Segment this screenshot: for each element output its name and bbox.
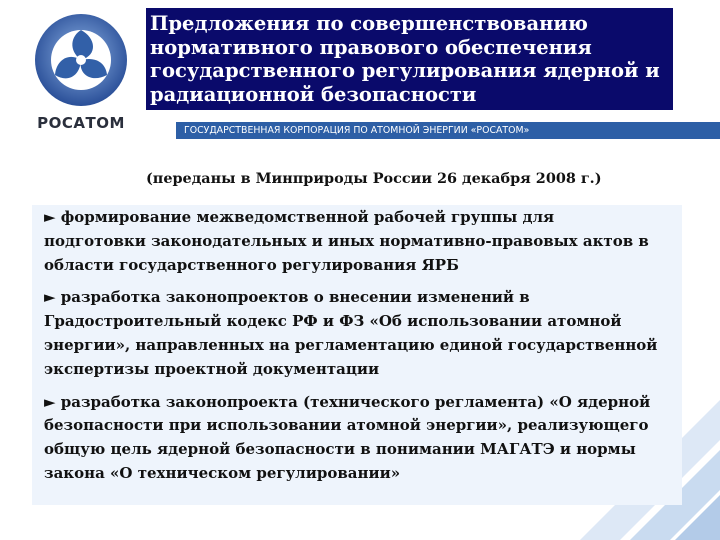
corporation-band-text: ГОСУДАРСТВЕННАЯ КОРПОРАЦИЯ ПО АТОМНОЙ ЭНЕРГИИ «РОСАТОМ» [184, 125, 530, 136]
list-item: ► разработка законопроекта (технического регламента) «О ядерной безопасности при использовании атомной энергии», реализующего общую цель ядерной безопасности в понимании МАГАТЭ и нормы закона «О техническом регулировании» [44, 392, 651, 482]
content-panel [32, 205, 682, 505]
list-item: ► разработка законопроектов о внесении изменений в Градостроительный кодекс РФ и ФЗ «Об использовании атомной энергии», направленных на регламентацию единой государственной экспертизы проектной документации [44, 288, 658, 378]
subtitle: (переданы в Минприроды России 26 декабря 2008 г.) [146, 170, 602, 187]
page-title: Предложения по совершенствованию нормативного правового обеспечения государственного регулирования ядерной и радиационной безопасности [150, 12, 660, 106]
logo-text: РОСАТОМ [37, 114, 125, 132]
corporation-band [176, 122, 720, 139]
rosatom-logo [22, 10, 140, 150]
rosatom-atom-logo-icon [26, 10, 136, 110]
title-box [146, 8, 673, 110]
list-item: ► формирование межведомственной рабочей группы для подготовки законодательных и иных нормативно-правовых актов в области государственного регулирования ЯРБ [44, 208, 649, 274]
